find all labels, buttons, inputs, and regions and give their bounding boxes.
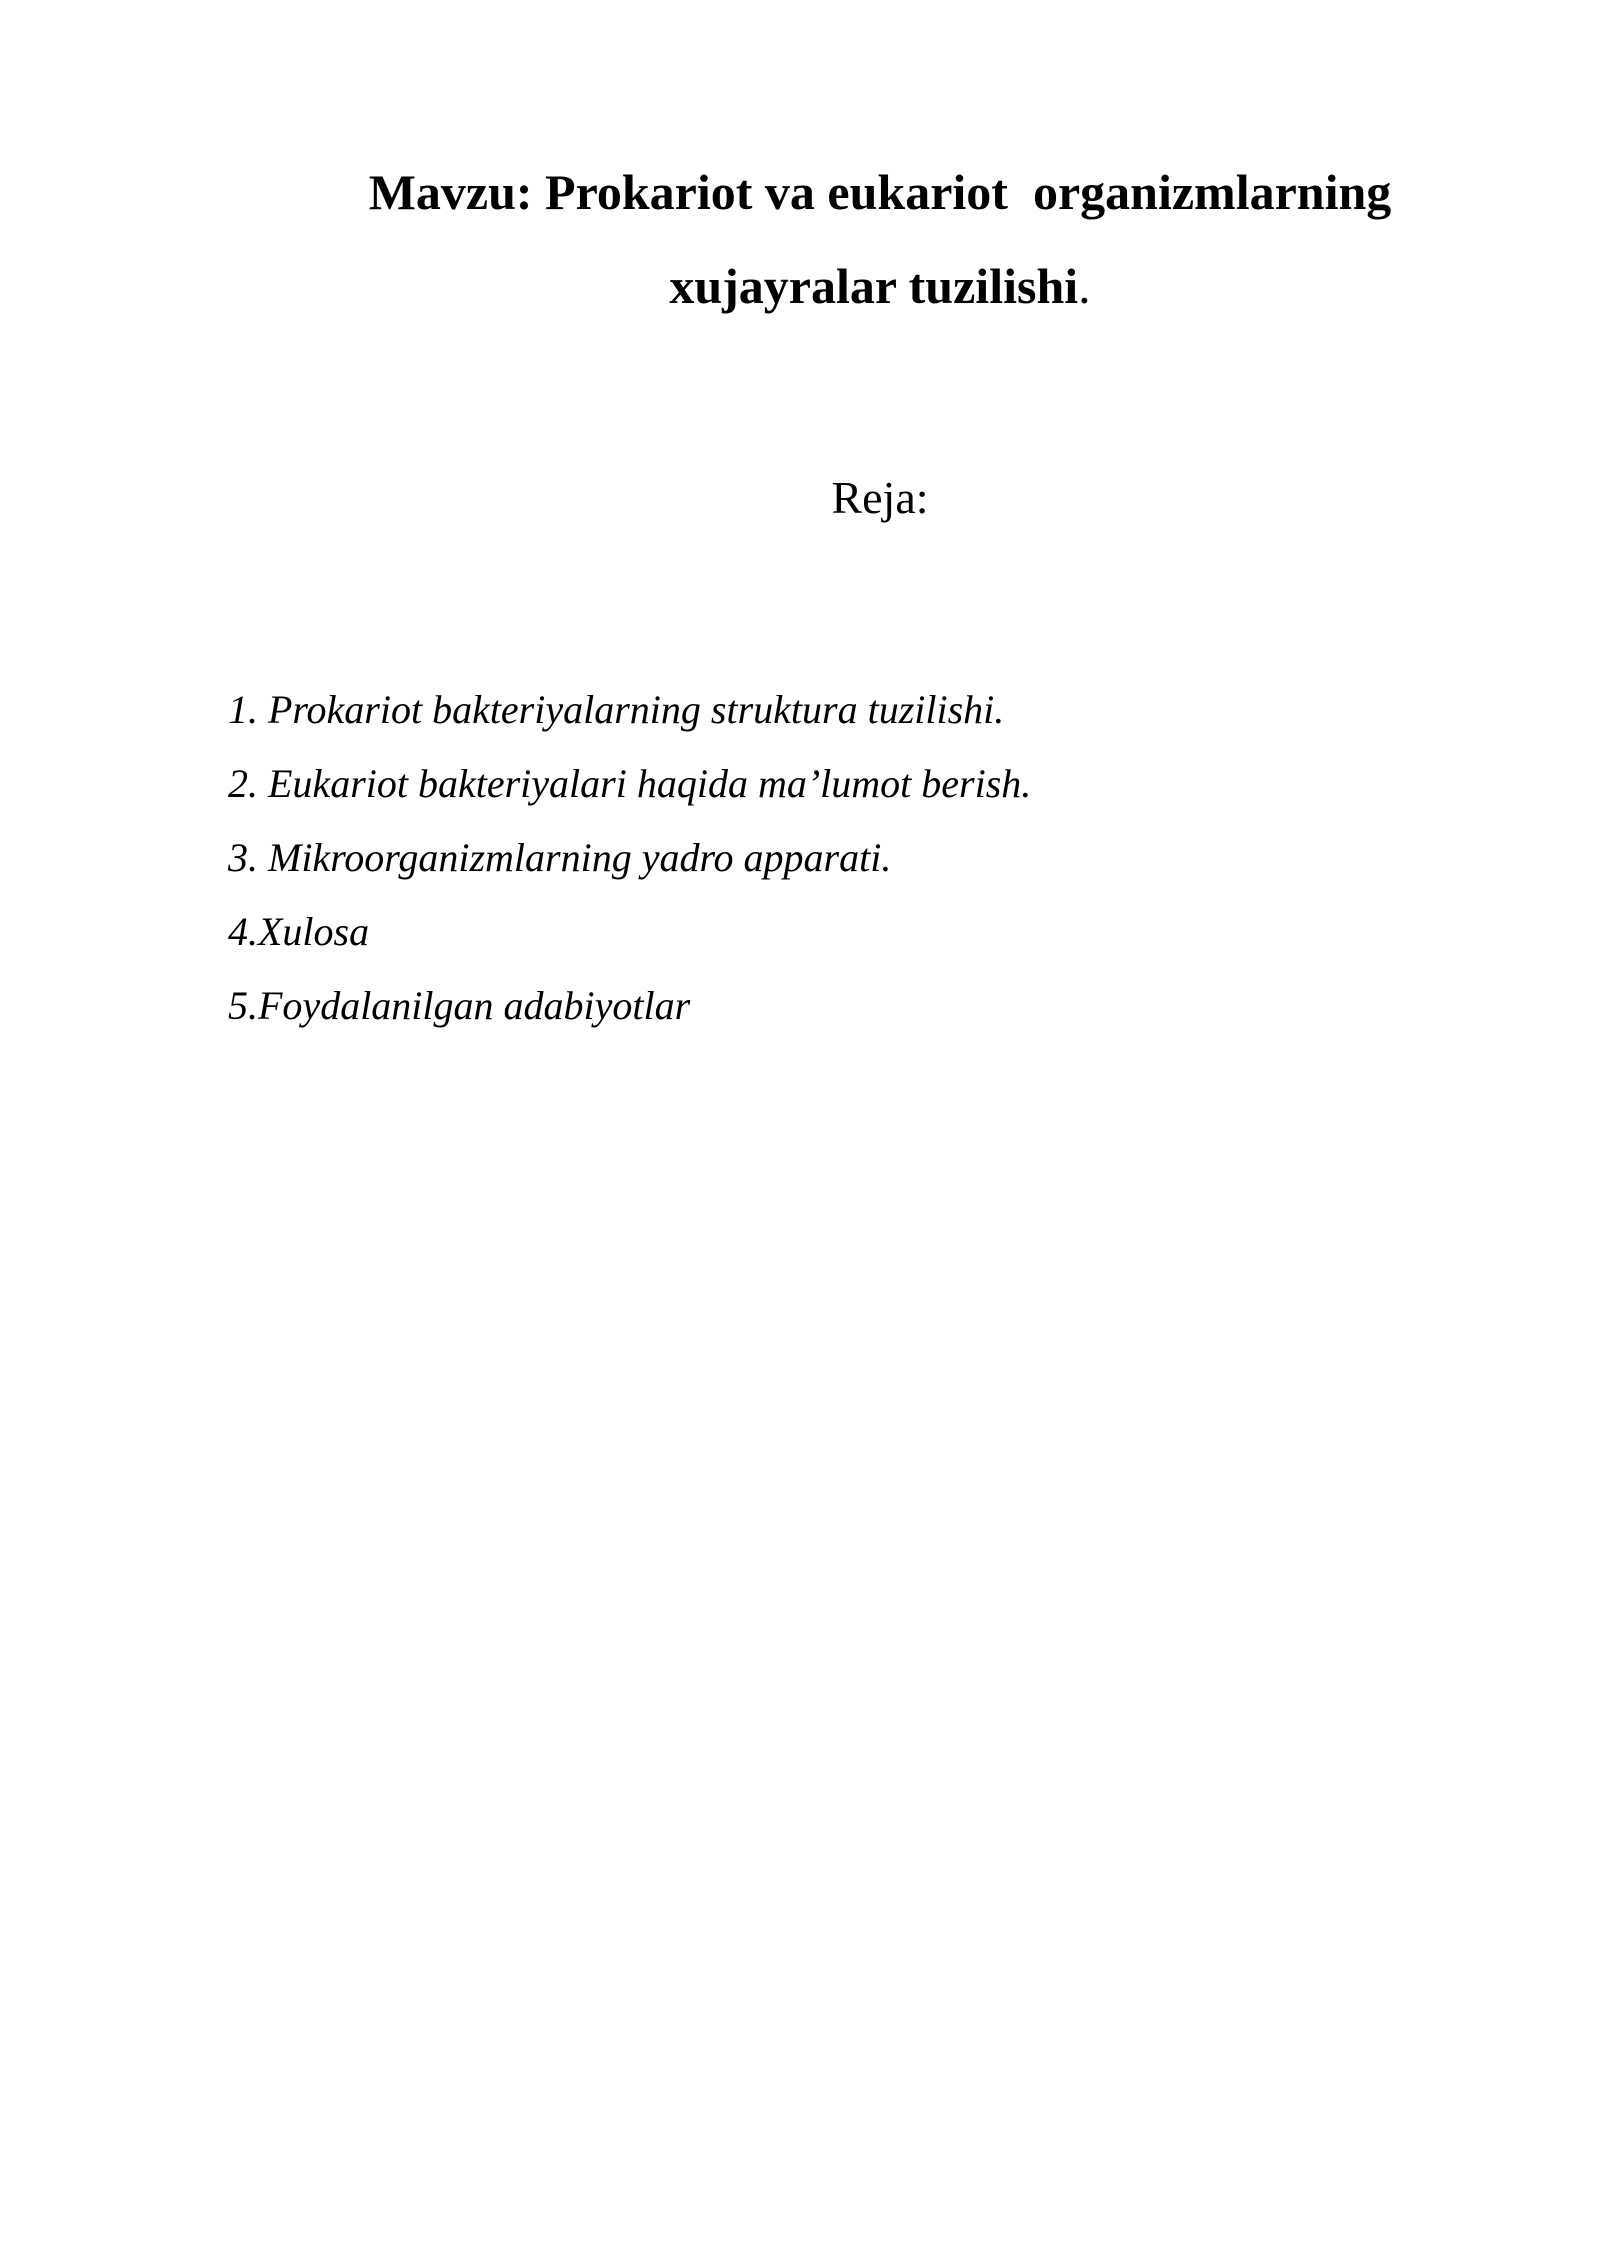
plan-item-2	[228, 754, 1031, 828]
plan-item-text: Xulosa	[258, 909, 370, 954]
plan-item-number: 1.	[228, 687, 258, 732]
plan-item-number: 4.	[228, 909, 258, 954]
page-title	[280, 145, 1480, 333]
plan-item-1	[228, 680, 1031, 754]
plan-item-number: 3.	[228, 835, 258, 880]
plan-heading: Reja:	[831, 472, 929, 523]
plan-item-text: Prokariot bakteriyalarning struktura tuzilishi.	[268, 687, 1005, 732]
plan-item-4	[228, 902, 1031, 976]
title-line-2-text: xujayralar tuzilishi	[669, 258, 1079, 314]
plan-item-text: Eukariot bakteriyalari haqida ma’lumot berish.	[268, 761, 1032, 806]
plan-item-text: Mikroorganizmlarning yadro apparati.	[268, 835, 892, 880]
title-period: .	[1078, 258, 1091, 314]
plan-item-5	[228, 976, 1031, 1050]
plan-item-number: 5.	[228, 983, 258, 1028]
title-line-2	[280, 239, 1480, 333]
plan-item-text: Foydalanilgan adabiyotlar	[258, 983, 691, 1028]
title-line-1: Mavzu: Prokariot va eukariot organizmlarning	[368, 164, 1392, 220]
plan-item-3	[228, 828, 1031, 902]
plan-list	[228, 680, 1031, 1050]
plan-item-number: 2.	[228, 761, 258, 806]
